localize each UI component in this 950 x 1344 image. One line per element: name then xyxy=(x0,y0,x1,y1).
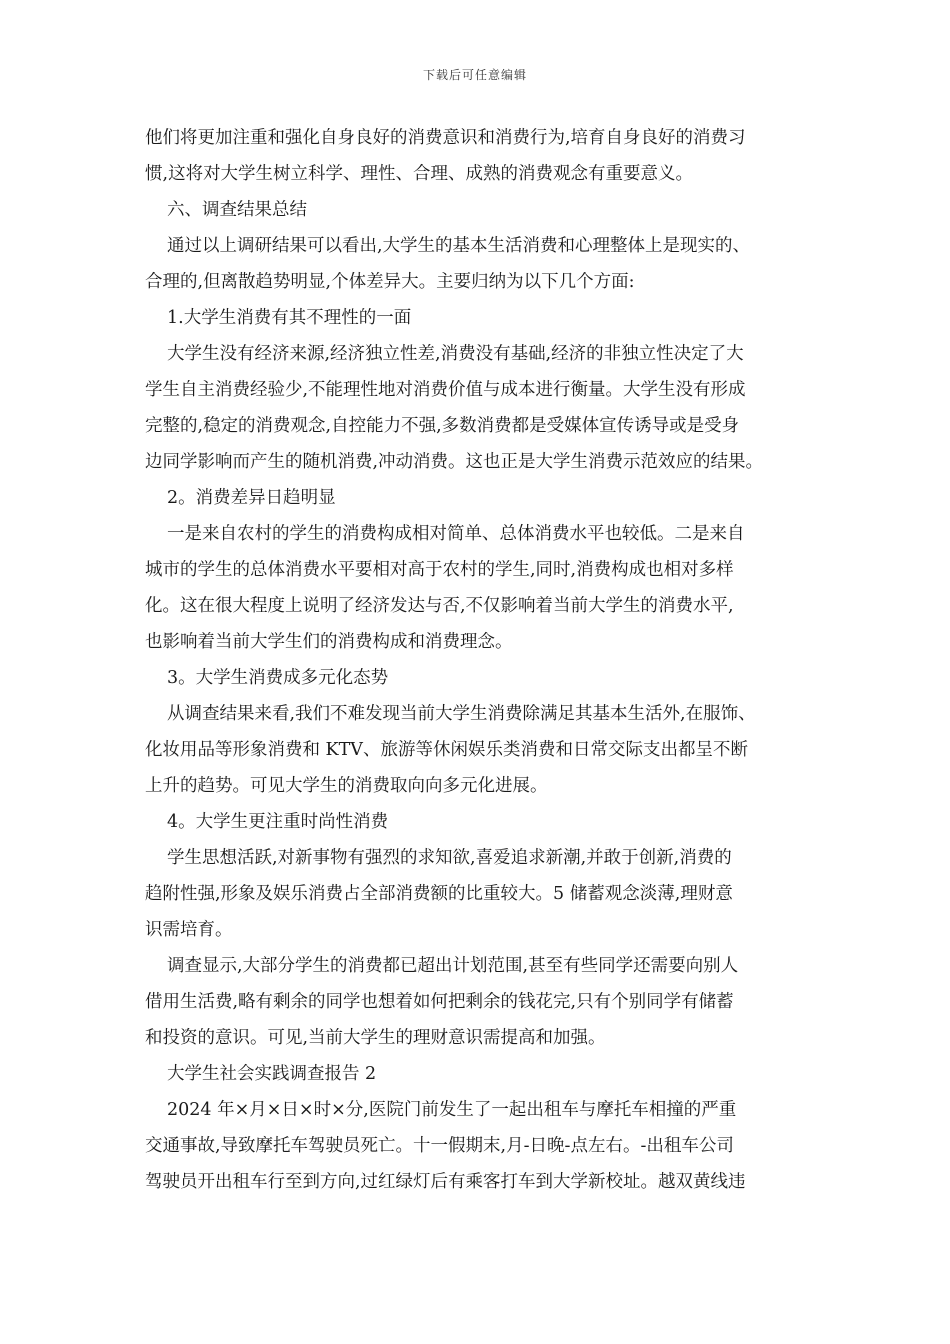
text-line: 化。这在很大程度上说明了经济发达与否,不仅影响着当前大学生的消费水平, xyxy=(145,596,734,616)
text-line: 和投资的意识。可见,当前大学生的理财意识需提高和加强。 xyxy=(145,1028,606,1048)
text-line: 3。大学生消费成多元化态势 xyxy=(167,668,389,688)
text-line: 边同学影响而产生的随机消费,冲动消费。这也正是大学生消费示范效应的结果。 xyxy=(145,452,764,472)
text-line: 借用生活费,略有剩余的同学也想着如何把剩余的钱花完,只有个别同学有储蓄 xyxy=(145,992,734,1012)
text-line: 城市的学生的总体消费水平要相对高于农村的学生,同时,消费构成也相对多样 xyxy=(145,560,734,580)
text-line: 交通事故,导致摩托车驾驶员死亡。十一假期末,月-日晚-点左右。-出租车公司 xyxy=(145,1136,734,1156)
document-body xyxy=(145,120,813,1200)
text-line: 完整的,稳定的消费观念,自控能力不强,多数消费都是受媒体宣传诱导或是受身 xyxy=(145,416,740,436)
text-line: 调查显示,大部分学生的消费都已超出计划范围,甚至有些同学还需要向别人 xyxy=(167,956,739,976)
page-header: 下载后可任意编辑 xyxy=(422,68,527,82)
text-line: 通过以上调研结果可以看出,大学生的基本生活消费和心理整体上是现实的、 xyxy=(167,236,751,256)
text-line: 化妆用品等形象消费和 KTV、旅游等休闲娱乐类消费和日常交际支出都呈不断 xyxy=(145,740,748,760)
text-line: 惯,这将对大学生树立科学、理性、合理、成熟的消费观念有重要意义。 xyxy=(145,164,694,184)
text-line: 大学生没有经济来源,经济独立性差,消费没有基础,经济的非独立性决定了大 xyxy=(167,344,744,364)
text-line: 识需培育。 xyxy=(145,920,233,940)
text-line: 他们将更加注重和强化自身良好的消费意识和消费行为,培育自身良好的消费习 xyxy=(145,128,746,148)
text-line: 趋附性强,形象及娱乐消费占全部消费额的比重较大。5 储蓄观念淡薄,理财意 xyxy=(145,884,733,904)
text-line: 一是来自农村的学生的消费构成相对简单、总体消费水平也较低。二是来自 xyxy=(167,524,745,544)
text-line: 2。消费差异日趋明显 xyxy=(167,488,336,508)
text-line: 2024 年×月×日×时×分,医院门前发生了一起出租车与摩托车相撞的严重 xyxy=(167,1100,737,1120)
text-line: 六、调查结果总结 xyxy=(167,200,307,220)
text-line: 合理的,但离散趋势明显,个体差异大。主要归纳为以下几个方面: xyxy=(145,272,635,292)
text-line: 驾驶员开出租车行至到方向,过红绿灯后有乘客打车到大学新校址。越双黄线违 xyxy=(145,1172,746,1192)
text-line: 大学生社会实践调查报告 2 xyxy=(167,1064,377,1084)
text-line: 也影响着当前大学生们的消费构成和消费理念。 xyxy=(145,632,513,652)
text-line: 4。大学生更注重时尚性消费 xyxy=(167,812,389,832)
text-line: 1.大学生消费有其不理性的一面 xyxy=(167,308,412,328)
text-line: 从调查结果来看,我们不难发现当前大学生消费除满足其基本生活外,在服饰、 xyxy=(167,704,756,724)
text-line: 学生自主消费经验少,不能理性地对消费价值与成本进行衡量。大学生没有形成 xyxy=(145,380,746,400)
text-line: 上升的趋势。可见大学生的消费取向向多元化进展。 xyxy=(145,776,548,796)
text-line: 学生思想活跃,对新事物有强烈的求知欲,喜爱追求新潮,并敢于创新,消费的 xyxy=(167,848,732,868)
